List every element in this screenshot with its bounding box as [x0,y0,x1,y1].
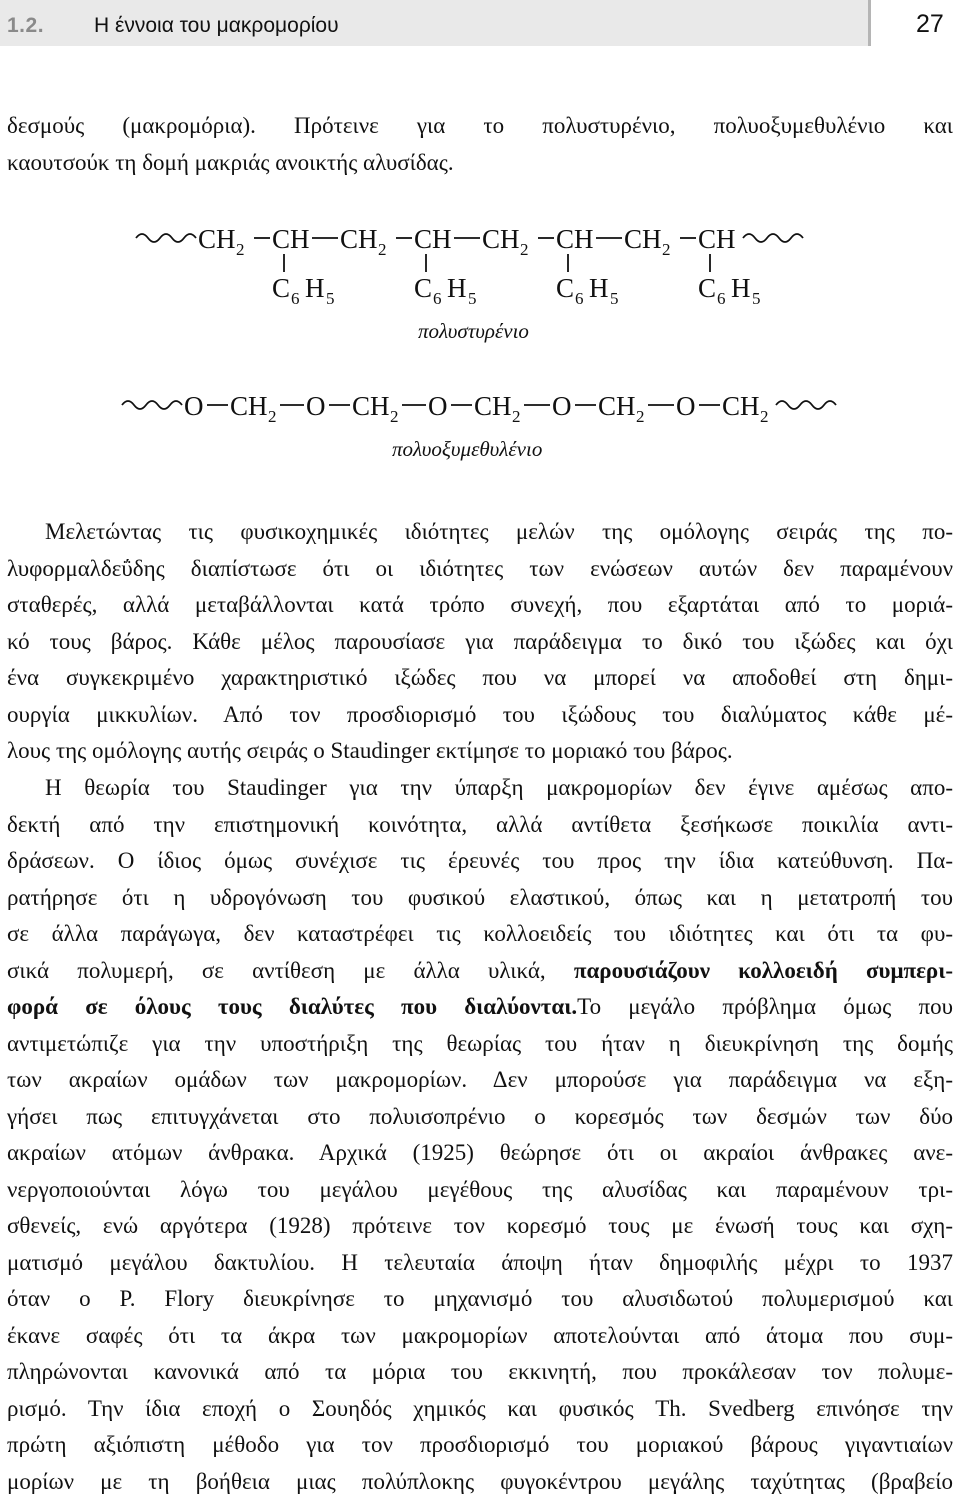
formula-atom: O [676,391,696,421]
substituent-carbon-subscript: 6 [717,289,726,308]
polyoxymethylene-formula [122,391,836,426]
substituent-hydrogen: H [447,273,467,303]
text-line: λυφορμαλδεΰδης διαπίστωσε ότι οι ιδιότητες των ενώσεων αυτών δεν παραμένουν [7,551,953,588]
substituent-carbon: C [556,273,574,303]
text-line: σε άλλα παράγωγα, δεν καταστρέφει τις κολλοειδείς του ιδιότητες και ότι τα φυ- [7,916,953,953]
formula-subscript: 2 [268,407,277,426]
formula-atom: CH [352,391,390,421]
text-line: γήσει πως επιτυγχάνεται στο πολυισοπρένιο ο κορεσμός των δεσμών των δύο [7,1099,953,1136]
text-line: Η θεωρία του Staudinger για την ύπαρξη μακρομορίων δεν έγινε αμέσως απο- [7,770,953,807]
text-line: πληρώνονται κανονικά από τα μόρια του εκκινητή, που προκάλεσαν τον πολυμε- [7,1354,953,1391]
substituent-hydrogen-subscript: 5 [610,289,619,308]
formula-atom: CH [598,391,636,421]
substituent-carbon: C [272,273,290,303]
formula-caption-polystyrene: πολυστυρένιο [418,319,529,344]
formula-atom: CH [230,391,268,421]
text-line: όταν ο P. Flory διευκρίνησε το μηχανισμό του αλυσιδωτού πολυμερισμού και [7,1281,953,1318]
formula-atom: CH [198,224,236,254]
text-line: έκανε σαφές ότι τα άκρα των μακρομορίων αποτελούνται από άτομα που συμ- [7,1318,953,1355]
chain-wavy-bond-right [776,401,836,409]
formula-atom: CH [722,391,760,421]
bold-emphasis: παρουσιάζουν κολλοειδή συμπερι- [574,958,953,983]
formula-atom: O [306,391,326,421]
plain-text: Το μεγάλο πρόβλημα όμως που [577,994,953,1019]
substituent-hydrogen-subscript: 5 [752,289,761,308]
text-line: ένα συγκεκριμένο χαρακτηριστικό ιξώδες που να μπορεί να αποδοθεί στη δημι- [7,660,953,697]
formula-atom: CH [698,224,736,254]
paragraph-1 [7,514,953,770]
text-line: μορίων με τη βοήθεια μιας πολύπλοκης φυγοκέντρου μεγάλης ταχύτητας (βραβείο [7,1464,953,1500]
formula-atom: CH [272,224,310,254]
chain-wavy-bond-left [136,234,196,242]
formula-atom: CH [414,224,452,254]
substituent-hydrogen: H [731,273,751,303]
text-line: δεκτή από την επιστημονική κοινότητα, αλλά αντίθετα ξεσήκωσε ποικιλία αντι- [7,807,953,844]
substituent-bonds [284,254,710,272]
text-line: των ακραίων ομάδων των μακρομορίων. Δεν μπορούσε για παράδειγμα να εξη- [7,1062,953,1099]
formula-subscript: 2 [662,240,671,259]
text-line: νεργοποιούνται λόγω του μεγάλου μεγέθους της αλυσίδας και παραμένουν τρι- [7,1172,953,1209]
text-line: καουτσούκ τη δομή μακριάς ανοικτής αλυσίδας. [7,145,953,182]
formula-subscript: 2 [512,407,521,426]
page-number: 27 [916,10,944,39]
formula-subscript: 2 [390,407,399,426]
text-line: ματισμό μεγάλου δακτυλίου. Η τελευταία άποψη ήταν δημοφιλής μέχρι το 1937 [7,1245,953,1282]
text-line: αντιμετώπιζε για την υποστήριξη της θεωρίας του ήταν η διευκρίνηση της δομής [7,1026,953,1063]
formula-atom: O [184,391,204,421]
formula-subscript: 2 [378,240,387,259]
text-line: πρώτη αξιόπιστη μέθοδο για τον προσδιορισμό του μοριακού βάρους γιγαντιαίων [7,1427,953,1464]
text-line: ουργία μικκυλίων. Από τον προσδιορισμό του ιξώδους του διαλύματος κάθε μέ- [7,697,953,734]
formula-atom: O [428,391,448,421]
text-line: σταθερές, αλλά μεταβάλλονται κατά τρόπο συνεχή, που εξαρτάται από το μοριά- [7,587,953,624]
text-line: δράσεων. Ο ίδιος όμως συνέχισε τις έρευνές του προς την ίδια κατεύθυνση. Πα- [7,843,953,880]
substituent-hydrogen-subscript: 5 [326,289,335,308]
text-line: ρατήρησε ότι η υδρογόνωση του φυσικού ελαστικού, όπως και η μετατροπή του [7,880,953,917]
text-line: λους της ομόλογης αυτής σειράς ο Staudinger εκτίμησε το μοριακό του βάρος. [7,733,953,770]
formula-atom: O [552,391,572,421]
text-line: κό τους βάρος. Κάθε μέλος παρουσίασε για παράδειγμα το δικό του ιξώδες και όχι [7,624,953,661]
substituent-hydrogen: H [305,273,325,303]
substituent-hydrogen: H [589,273,609,303]
polystyrene-formula [136,224,803,308]
formula-atom: CH [624,224,662,254]
section-title: Η έννοια του μακρομορίου [94,14,339,38]
substituent-hydrogen-subscript: 5 [468,289,477,308]
plain-text: σικά πολυμερή, σε αντίθεση με άλλα υλικά, [7,958,574,983]
paragraph-2 [7,770,953,1500]
substituent-carbon-subscript: 6 [575,289,584,308]
text-line: σθενείς, ενώ αργότερα (1928) πρότεινε τον κορεσμό τους με ένωσή τους και σχη- [7,1208,953,1245]
substituent-carbon: C [698,273,716,303]
text-line: Μελετώντας τις φυσικοχημικές ιδιότητες μελών της ομόλογης σειράς της πο- [7,514,953,551]
text-line: ακραίων ατόμων άνθρακα. Αρχικά (1925) θεώρησε ότι οι ακραίοι άνθρακες ανε- [7,1135,953,1172]
formula-subscript: 2 [760,407,769,426]
formula-atom: CH [474,391,512,421]
substituent-carbon: C [414,273,432,303]
chain-wavy-bond-left [122,401,182,409]
formula-subscript: 2 [636,407,645,426]
text-line: ρισμό. Την ίδια εποχή ο Σουηδός χημικός και φυσικός Th. Svedberg επινόησε την [7,1391,953,1428]
substituent-carbon-subscript: 6 [291,289,300,308]
text-line-mixed [7,953,953,990]
formula-subscript: 2 [520,240,529,259]
chemical-formulas [0,0,960,480]
formula-atom: CH [340,224,378,254]
formula-caption-polyoxymethylene: πολυοξυμεθυλένιο [392,437,542,462]
formula-atom: CH [556,224,594,254]
text-line-mixed [7,989,953,1026]
substituent-carbon-subscript: 6 [433,289,442,308]
formula-subscript: 2 [236,240,245,259]
section-number: 1.2. [7,14,44,38]
bold-emphasis: φορά σε όλους τους διαλύτες που διαλύονται. [7,994,577,1019]
formula-atom: CH [482,224,520,254]
text-line: δεσμούς (μακρομόρια). Πρότεινε για το πολυστυρένιο, πολυοξυμεθυλένιο και [7,108,953,145]
chain-wavy-bond-right [743,234,803,242]
